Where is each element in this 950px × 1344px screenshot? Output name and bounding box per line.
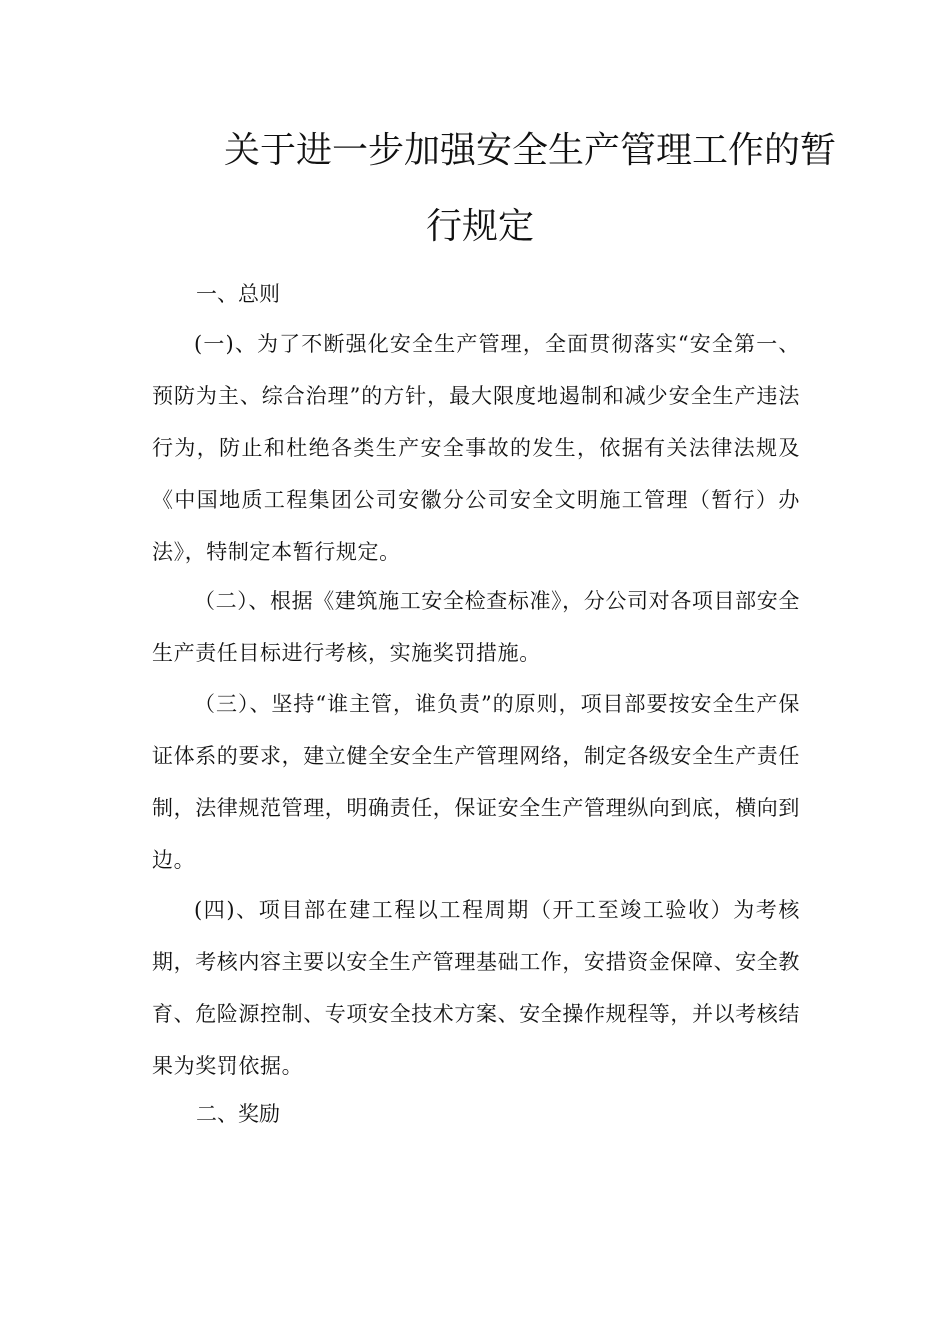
document-title-line2: 行规定 (426, 206, 535, 247)
paragraph-3: （三）、坚持“谁主管，谁负责”的原则，项目部要按安全生产保证体系的要求，建立健全安全生产管理网络，制定各级安全生产责任制，法律规范管理，明确责任，保证安全生产管理纵向到底，横向到边。 (152, 692, 800, 872)
paragraph-1: (一)、为了不断强化安全生产管理，全面贯彻落实“安全第一、预防为主、综合治理”的方针，最大限度地遏制和减少安全生产违法行为，防止和杜绝各类生产安全事故的发生，依据有关法律法规及《中国地质工程集团公司安徽分公司安全文明施工管理（暂行）办法》，特制定本暂行规定。 (152, 332, 800, 564)
section-heading-rewards: 二、奖励 (196, 1102, 280, 1126)
paragraph-2: （二）、根据《建筑施工安全检查标准》，分公司对各项目部安全生产责任目标进行考核，实施奖罚措施。 (152, 589, 800, 665)
paragraph-4: (四)、项目部在建工程以工程周期（开工至竣工验收）为考核期，考核内容主要以安全生产管理基础工作，安措资金保障、安全教育、危险源控制、专项安全技术方案、安全操作规程等，并以考核结果为奖罚依据。 (152, 898, 800, 1078)
section-heading-general: 一、总则 (196, 282, 280, 306)
document-title-line1: 关于进一步加强安全生产管理工作的暂 (224, 130, 837, 171)
